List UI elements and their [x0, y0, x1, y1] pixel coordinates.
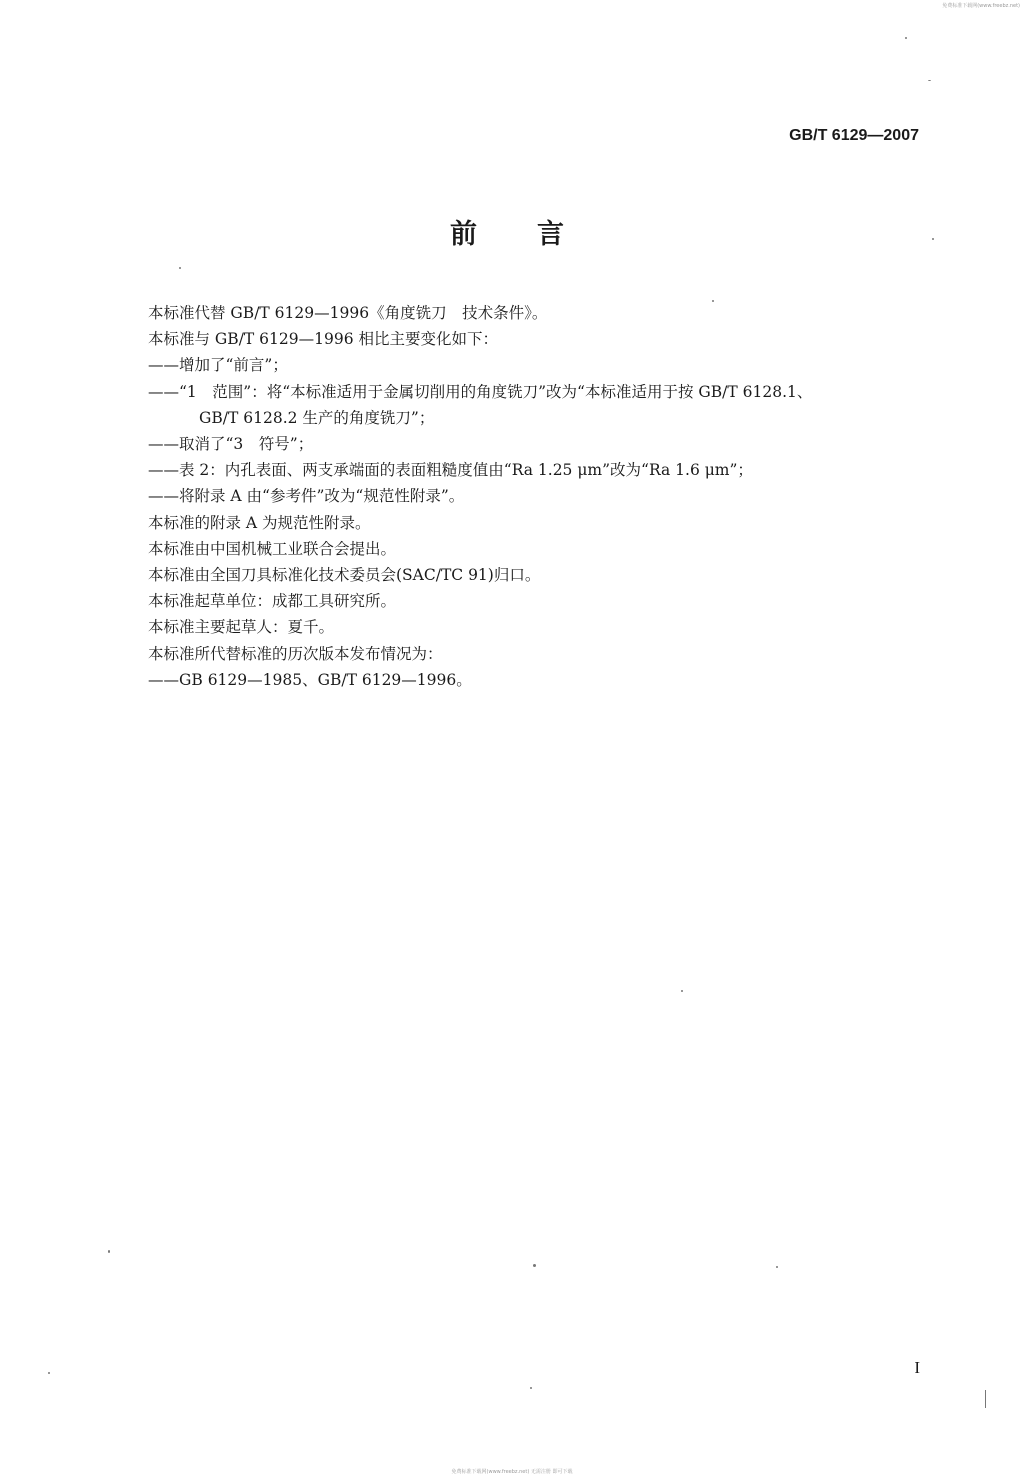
foreword-line: 本标准主要起草人：夏千。 [148, 618, 335, 637]
foreword-line: 本标准与 GB/T 6129—1996 相比主要变化如下： [148, 330, 499, 349]
scan-speck [48, 1372, 50, 1374]
foreword-line: 本标准所代替标准的历次版本发布情况为： [148, 644, 443, 663]
scan-speck [932, 238, 934, 240]
foreword-line: ——“1 范围”：将“本标准适用于金属切削用的角度铣刀”改为“本标准适用于按 GB/T 6128.1、 [148, 382, 813, 401]
page-number: I [914, 1358, 920, 1377]
foreword-line: ——GB 6129—1985、GB/T 6129—1996。 [148, 670, 472, 689]
scan-speck [533, 1264, 536, 1267]
foreword-line: 本标准的附录 A 为规范性附录。 [148, 513, 371, 532]
scan-speck [985, 1390, 986, 1408]
foreword-line: 本标准起草单位：成都工具研究所。 [148, 592, 397, 611]
scan-speck [108, 1250, 110, 1253]
foreword-line: ——表 2：内孔表面、两支承端面的表面粗糙度值由“Ra 1.25 μm”改为“Ra 1.6 μm”； [148, 461, 753, 480]
scan-speck [776, 1266, 778, 1268]
standard-code: GB/T 6129—2007 [789, 127, 919, 144]
foreword-line: GB/T 6128.2 生产的角度铣刀”； [199, 408, 435, 427]
scan-speck [905, 37, 907, 39]
foreword-body [148, 300, 938, 693]
foreword-line: 本标准由中国机械工业联合会提出。 [148, 539, 397, 558]
foreword-line: ——将附录 A 由“参考件”改为“规范性附录”。 [148, 487, 465, 506]
foreword-line: ——取消了“3 符号”； [148, 435, 314, 454]
scan-speck [530, 1387, 532, 1389]
foreword-line: 本标准由全国刀具标准化技术委员会(SAC/TC 91)归口。 [148, 566, 541, 585]
page-title: 前言 [450, 219, 624, 250]
foreword-line: ——增加了“前言”； [148, 356, 288, 375]
scan-speck [179, 267, 181, 269]
scan-speck [712, 300, 714, 302]
scan-speck [928, 80, 931, 81]
scan-speck [681, 990, 683, 992]
foreword-line: 本标准代替 GB/T 6129—1996《角度铣刀 技术条件》。 [148, 304, 548, 322]
footer-watermark: 免费标准下载网(www.freebz.net) 无需注册 即可下载 [451, 1469, 573, 1475]
header-watermark: 免费标准下载网(www.freebz.net) [942, 3, 1020, 9]
